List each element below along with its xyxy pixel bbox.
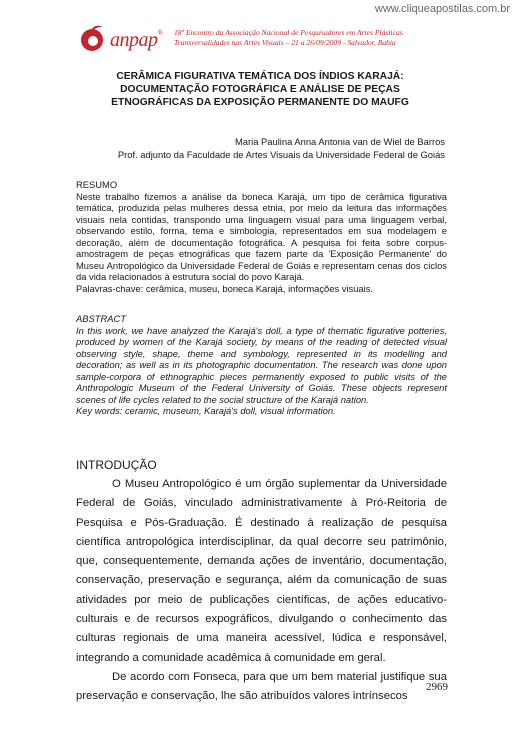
paper-title	[80, 70, 440, 109]
resumo-text: Neste trabalho fizemos a análise da boneca Karajá, um tipo de cerâmica figurativa temática, produzida pelas mulheres dessa etnia, por meio da leitura das informações visuais nela contidas, transpondo uma linguagem visual para uma linguagem verbal, observando estilo, forma, tema e simbologia, representados em sua modelagem e decoração, além de documentação fotográfica. A pesquisa foi feita sobre corpus-amostragem de peças etnográficas que fazem parte da 'Exposição Permanente' do Museu Antropológico da Universidade Federal de Goiás e representam cenas dos ciclos da vida relacionados à estrutura social do povo Karajá.	[76, 190, 447, 282]
author-affiliation: Prof. adjunto da Faculdade de Artes Visuais da Universidade Federal de Goiás	[117, 149, 445, 160]
title-line-3: ETNOGRÁFICAS DA EXPOSIÇÃO PERMANENTE DO MAUFG	[111, 97, 409, 108]
conference-header	[78, 22, 458, 56]
conference-line-2: Transversalidades nas Artes Visuais – 21 a 26/09/2009 - Salvador, Bahia	[174, 38, 396, 47]
resumo-heading: RESUMO	[76, 179, 118, 190]
author-name: Maria Paulina Anna Antonia van de Wiel de Barros	[234, 136, 445, 147]
abstract-heading: ABSTRACT	[76, 313, 127, 324]
introduction-paragraph-2: De acordo com Fonseca, para que um bem material justifique sua preservação e conservação, lhe são atribuídos valores intrínsecos	[76, 670, 447, 703]
abstract-keywords: Key words: ceramic, museum, Karajá's doll, visual information.	[76, 405, 336, 416]
page-number: 2969	[426, 681, 448, 693]
abstract-text: In this work, we have analyzed the Karajá's doll, a type of thematic figurative potteries, produced by women of the Karajá society, by means of the reading of detected visual observing style, shape, theme and symbology, represented in its modelling and decoration; as well as in its photographic documentation. The research was done upon sample-corpora of ethnographic pieces permanently exposed to public visits of the Anthropologic Museum of the Federal University of Goiás. These objects represent scenes of life cycles related to the social structure of the Karajá nation.	[76, 324, 447, 405]
resumo-keywords: Palavras-chave: cerâmica, museu, boneca Karajá, informações visuais.	[76, 282, 374, 294]
author-block	[118, 135, 445, 161]
logo-text: anpap	[110, 29, 158, 51]
source-watermark: www.cliqueapostilas.com.br	[374, 3, 510, 15]
conference-line-1: 18º Encontro da Associação Nacional de Pesquisadores em Artes Plásticas	[174, 28, 403, 37]
introduction-heading: INTRODUÇÃO	[76, 458, 157, 472]
introduction-paragraph-1: O Museu Antropológico é um órgão suplementar da Universidade Federal de Goiás, vinculado administrativamente à Pró-Reitoria de Pesquisa e Pós-Graduação. É destinado à realização de pesquisa científica antropológica interdisciplinar, da qual decorre seu patrimônio, que, consequentemente, demanda ações de inventário, documentação, conservação, preservação e segurança, além da comunicação de suas atividades por meio de publicações científicas, de ações educativo-culturais e de recursos expográficos, divulgando o conhecimento das culturas regionais de uma maneira acessível, lúdica e responsável, integrando a comunidade acadêmica à comunidade em geral.	[76, 478, 447, 664]
registered-mark: ®	[157, 29, 163, 37]
introduction-body	[76, 475, 447, 707]
title-line-1: CERÂMICA FIGURATIVA TEMÁTICA DOS ÍNDIOS KARAJÁ:	[116, 71, 404, 82]
anpap-logo-icon	[78, 24, 108, 54]
conference-info	[174, 28, 464, 48]
anpap-wordmark	[110, 29, 162, 52]
abstract-section	[76, 313, 447, 417]
title-line-2: DOCUMENTAÇÃO FOTOGRÁFICA E ANÁLISE DE PEÇAS	[120, 84, 400, 95]
resumo-section	[76, 179, 447, 294]
